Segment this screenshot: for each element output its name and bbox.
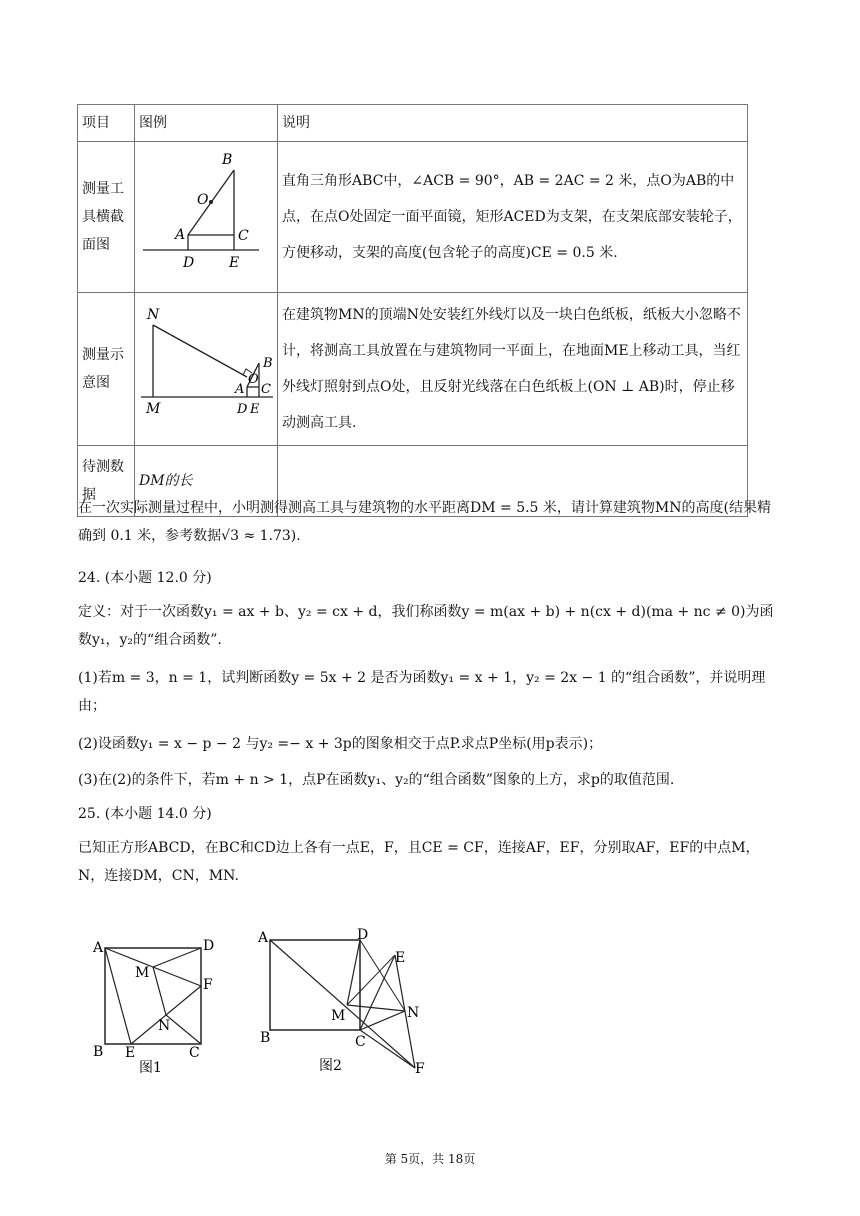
f1-label-a: A <box>93 940 104 956</box>
label-a2: A <box>235 382 245 397</box>
page-footer: 第 5页，共 18页 <box>384 1152 476 1166</box>
q25-title: 25. (本小题 14.0 分) <box>78 806 212 822</box>
label-n: N <box>147 307 160 323</box>
label-m: M <box>146 401 161 417</box>
f2-label-n: N <box>407 1005 420 1021</box>
f2-label-d: D <box>357 927 369 943</box>
row-data-item: 待测数据 <box>82 459 124 503</box>
label-c: C <box>238 228 249 244</box>
header-description: 说明 <box>278 105 748 142</box>
f1-label-m: M <box>135 965 150 981</box>
figure-2 <box>255 925 440 1085</box>
f2-label-m: M <box>331 1008 346 1024</box>
f2-label-c: C <box>355 1034 366 1050</box>
q24-part3: (3)在(2)的条件下，若m + n > 1，点P在函数y₁、y₂的“组合函数”图象的上方，求p的取值范围. <box>78 772 675 788</box>
row-tool-description: 直角三角形ABC中，∠ACB = 90°，AB = 2AC = 2 米，点O为AB的中点，在点O处固定一面平面镜，矩形ACED为支架，在支架底部安装轮子，方便移动，支架的高度(包含轮子的高度)CE = 0.5 米. <box>278 142 748 293</box>
f1-label-b: B <box>93 1044 104 1060</box>
f2-label-a: A <box>258 930 269 946</box>
row-diagram-item: 测量示意图 <box>82 347 124 391</box>
f1-label-n: N <box>158 1018 171 1034</box>
f1-label-f: F <box>203 977 213 993</box>
f1-caption: 图1 <box>139 1060 162 1076</box>
label-o2: O <box>248 372 259 387</box>
label-b: B <box>222 152 233 168</box>
header-figure: 图例 <box>135 105 278 142</box>
f2-label-b: B <box>260 1030 271 1046</box>
header-item: 项目 <box>78 105 135 142</box>
label-c2: C <box>261 382 271 397</box>
label-d2: D <box>237 402 248 417</box>
figure-1 <box>85 930 235 1095</box>
measurement-diagram-figure <box>135 293 277 431</box>
measurement-table <box>77 104 748 517</box>
f2-label-e: E <box>395 950 406 966</box>
label-e2: E <box>250 402 260 417</box>
q24-definition: 定义：对于一次函数y₁ = ax + b、y₂ = cx + d，我们称函数y = m(ax + b) + n(cx + d)(ma + nc ≠ 0)为函数y₁，y₂的“组合函数”. <box>78 604 774 648</box>
q24-part2: (2)设函数y₁ = x − p − 2 与y₂ =− x + 3p的图象相交于点P.求点P坐标(用p表示)； <box>78 736 603 752</box>
label-d: D <box>183 255 195 271</box>
label-e: E <box>229 255 240 271</box>
row-diagram-description: 在建筑物MN的顶端N处安装红外线灯以及一块白色纸板，纸板大小忽略不计，将测高工具放置在与建筑物同一平面上，在地面ME上移动工具，当红外线灯照射到点O处，且反射光线落在白色纸板上(ON ⊥ AB)时，停止移动测高工具. <box>278 293 748 446</box>
f1-label-e: E <box>125 1045 136 1061</box>
label-b2: B <box>263 356 273 371</box>
row-tool-item: 测量工具横截面图 <box>82 181 124 253</box>
q24-part1: (1)若m = 3，n = 1，试判断函数y = 5x + 2 是否为函数y₁ = x + 1，y₂ = 2x − 1 的“组合函数”，并说明理由； <box>78 670 766 714</box>
q23-tail-text: 在一次实际测量过程中，小明测得测高工具与建筑物的水平距离DM = 5.5 米，请计算建筑物MN的高度(结果精确到 0.1 米，参考数据√3 ≈ 1.73). <box>78 500 771 544</box>
q24-title: 24. (本小题 12.0 分) <box>78 570 212 586</box>
row-data-value: DM的长 <box>139 473 193 489</box>
f2-label-f: F <box>415 1061 425 1077</box>
f1-label-c: C <box>189 1045 200 1061</box>
tool-cross-section-figure <box>135 142 277 278</box>
label-o: O <box>197 192 209 208</box>
f1-label-d: D <box>203 938 215 954</box>
q25-text: 已知正方形ABCD，在BC和CD边上各有一点E，F，且CE = CF，连接AF，EF，分别取AF，EF的中点M，N，连接DM，CN，MN. <box>78 840 760 884</box>
f2-caption: 图2 <box>319 1058 342 1074</box>
label-a: A <box>175 227 186 243</box>
